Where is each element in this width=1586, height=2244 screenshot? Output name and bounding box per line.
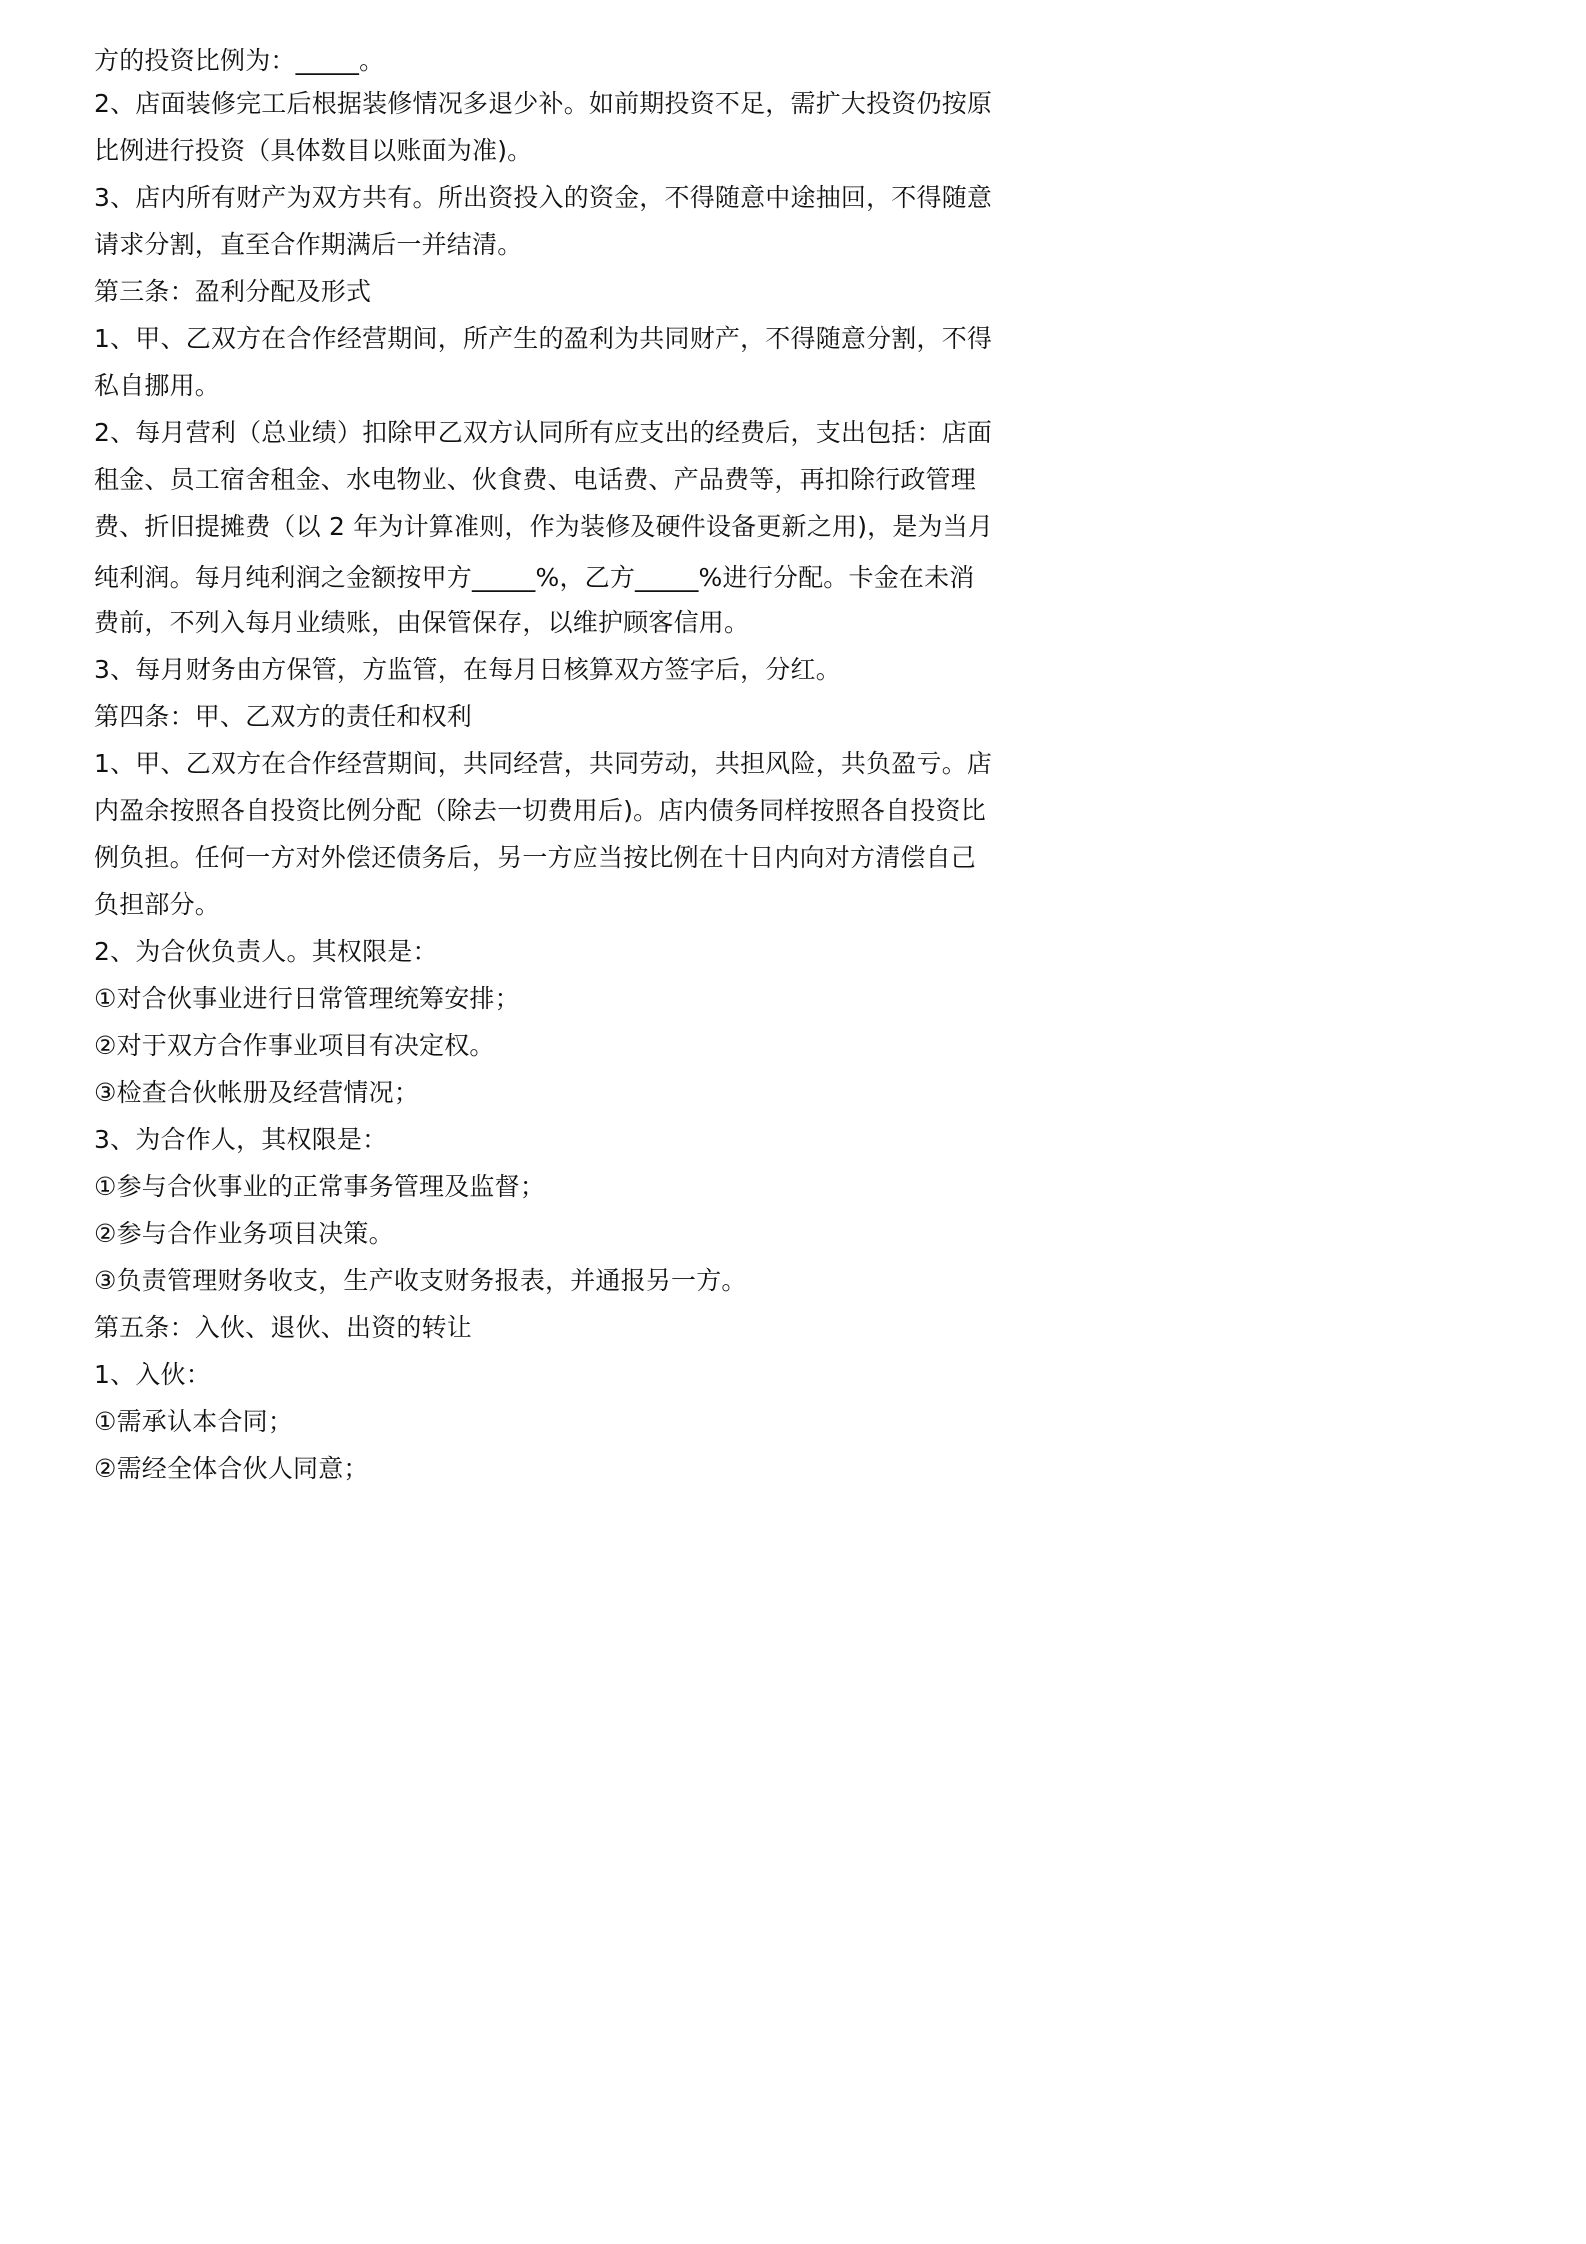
- text-line: 租金、员工宿舍租金、水电物业、伙食费、电话费、产品费等，再扣除行政管理: [94, 465, 977, 494]
- text-line: 方的投资比例为：_____。: [94, 46, 385, 75]
- text-line: 2、店面装修完工后根据装修情况多退少补。如前期投资不足，需扩大投资仍按原: [94, 89, 993, 118]
- list-item: ①需承认本合同；: [94, 1407, 294, 1436]
- document-page: [0, 0, 1100, 1558]
- text-line: 负担部分。: [94, 890, 221, 919]
- section-heading: 第三条：盈利分配及形式: [94, 277, 372, 306]
- text-line: 1、甲、乙双方在合作经营期间，所产生的盈利为共同财产，不得随意分割，不得: [94, 324, 993, 353]
- list-item: ③负责管理财务收支，生产收支财务报表，并通报另一方。: [94, 1266, 747, 1295]
- text-line: 私自挪用。: [94, 371, 221, 400]
- list-item: ③检查合伙帐册及经营情况；: [94, 1078, 420, 1107]
- text-line: 3、店内所有财产为双方共有。所出资投入的资金，不得随意中途抽回，不得随意: [94, 183, 993, 212]
- text-line: 内盈余按照各自投资比例分配（除去一切费用后)。店内债务同样按照各自投资比: [94, 796, 986, 825]
- section-heading: 第四条：甲、乙双方的责任和权利: [94, 702, 473, 731]
- text-line: 纯利润。每月纯利润之金额按甲方_____%，乙方_____%进行分配。卡金在未消: [94, 563, 975, 592]
- text-line: 例负担。任何一方对外偿还债务后，另一方应当按比例在十日内向对方清偿自己: [94, 843, 977, 872]
- text-line: 比例进行投资（具体数目以账面为准)。: [94, 136, 533, 165]
- text-line: 1、入伙：: [94, 1360, 211, 1389]
- text-line: 1、甲、乙双方在合作经营期间，共同经营，共同劳动，共担风险，共负盈亏。店: [94, 749, 993, 778]
- list-item: ①参与合伙事业的正常事务管理及监督；: [94, 1172, 546, 1201]
- section-heading: 第五条：入伙、退伙、出资的转让: [94, 1313, 473, 1342]
- text-line: 3、每月财务由方保管，方监管，在每月日核算双方签字后，分红。: [94, 655, 841, 684]
- list-item: ②需经全体合伙人同意；: [94, 1454, 369, 1483]
- list-item: ①对合伙事业进行日常管理统筹安排；: [94, 984, 520, 1013]
- text-line: 请求分割，直至合作期满后一并结清。: [94, 230, 523, 259]
- text-line: 费前，不列入每月业绩账，由保管保存，以维护顾客信用。: [94, 608, 750, 637]
- text-line: 费、折旧提摊费（以 2 年为计算准则，作为装修及硬件设备更新之用)，是为当月: [94, 512, 994, 541]
- text-line: 2、为合伙负责人。其权限是：: [94, 937, 438, 966]
- text-line: 2、每月营利（总业绩）扣除甲乙双方认同所有应支出的经费后，支出包括：店面: [94, 418, 993, 447]
- text-line: 3、为合作人，其权限是：: [94, 1125, 388, 1154]
- list-item: ②对于双方合作事业项目有决定权。: [94, 1031, 495, 1060]
- list-item: ②参与合作业务项目决策。: [94, 1219, 394, 1248]
